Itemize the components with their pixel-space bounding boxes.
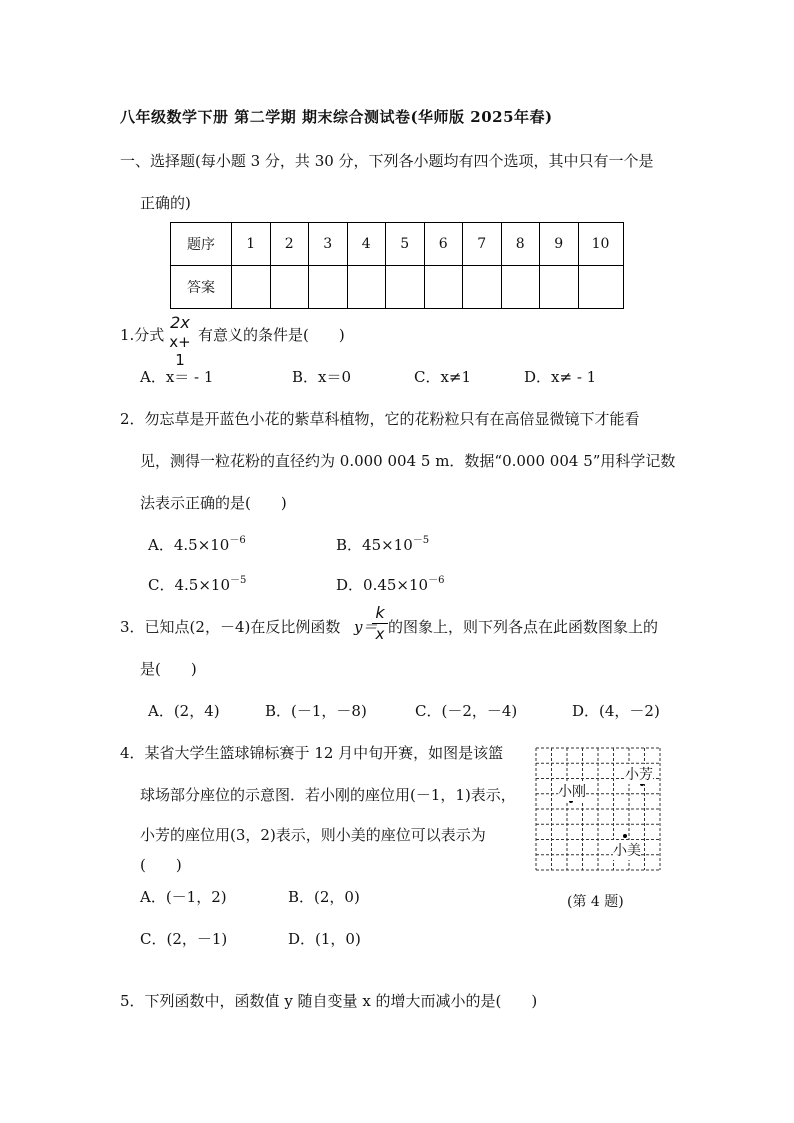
q2-line1: 2．勿忘草是开蓝色小花的紫草科植物，它的花粉粒只有在高倍显微镜下才能看 [120,410,640,428]
answer-cell[interactable] [309,266,348,309]
q4-line1: 4．某省大学生篮球锦标赛于 12 月中旬开赛，如图是该篮 [120,744,504,762]
q4-option-d[interactable]: D．(1，0) [288,930,361,948]
q2-option-a-exponent: －6 [229,535,246,546]
answer-cell[interactable] [578,266,623,309]
answer-cell[interactable] [270,266,309,309]
xiaofang-label: 小芳 [625,764,653,784]
q2-option-b-base: B．45×10 [336,536,413,554]
xiaomei-label: 小美 [613,840,641,860]
q4-line3: 小芳的座位用(3，2)表示，则小美的座位可以表示为 [140,826,486,844]
q2-line2: 见，测得一粒花粉的直径约为 0.000 004 5 m．数据“0.000 004 5”用科学记数 [140,452,676,470]
q3-fraction-numerator: k [375,603,385,622]
table-cell-number: 2 [270,223,309,266]
q4-option-c[interactable]: C．(2，－1) [140,930,228,948]
answer-cell[interactable] [347,266,386,309]
table-cell-number: 7 [463,223,502,266]
q3-fraction-denominator: x [375,625,385,643]
q3-line2: 是( ) [140,660,197,678]
q3-option-b[interactable]: B．(－1，－8) [265,702,367,720]
q1-fraction [163,314,197,369]
answer-cell[interactable] [540,266,579,309]
q4-option-a[interactable]: A．(－1，2) [140,888,227,906]
figure-caption: (第 4 题) [567,894,624,910]
answer-cell[interactable] [386,266,425,309]
q2-line3: 法表示正确的是( ) [140,494,287,512]
table-row-label: 答案 [171,266,232,309]
table-row-label: 题序 [171,223,232,266]
q1-option-c[interactable]: C．x≠1 [414,368,472,386]
q5-line1: 5．下列函数中，函数值 y 随自变量 x 的增大而减小的是( ) [120,992,538,1010]
answer-table-header-row [171,223,624,266]
table-cell-number: 1 [232,223,271,266]
q1-option-b[interactable]: B．x＝0 [292,368,352,386]
q3-option-c[interactable]: C．(－2，－4) [415,702,518,720]
q1-fraction-numerator: 2x [170,313,190,332]
q3-option-a[interactable]: A．(2，4) [148,702,220,720]
q2-option-b[interactable] [336,534,429,555]
answer-cell[interactable] [463,266,502,309]
section-heading-line2: 正确的) [140,194,191,212]
q2-option-d[interactable] [336,574,444,595]
table-cell-number: 4 [347,223,386,266]
q3-suffix: 的图象上，则下列各点在此函数图象上的 [388,618,659,636]
q1-option-d[interactable]: D．x≠ - 1 [524,368,597,386]
answer-cell[interactable] [501,266,540,309]
q1-prefix: 1.分式 [120,326,165,344]
q2-option-a[interactable] [148,534,246,555]
table-cell-number: 10 [578,223,623,266]
q2-option-a-base: A．4.5×10 [148,536,230,554]
q1-option-a[interactable]: A．x＝ - 1 [140,368,214,386]
q1-suffix: 有意义的条件是( ) [198,326,345,344]
section-heading-line1: 一、选择题(每小题 3 分，共 30 分，下列各小题均有四个选项，其中只有一个是 [120,152,654,170]
answer-table [170,222,624,309]
q4-line2: 球场部分座位的示意图．若小刚的座位用(－1，1)表示， [140,786,516,804]
page-title: 八年级数学下册 第二学期 期末综合测试卷(华师版 2025年春) [120,108,553,126]
q1-fraction-denominator: x+ 1 [169,333,191,369]
answer-table-answer-row [171,266,624,309]
xiaogang-label: 小刚 [558,781,586,801]
q2-option-c-base: C．4.5×10 [148,576,230,594]
q4-line4: ( ) [140,856,182,874]
table-cell-number: 9 [540,223,579,266]
xiaomei-seat-dot [623,834,627,838]
q2-option-b-exponent: －5 [412,535,430,546]
table-cell-number: 3 [309,223,348,266]
answer-cell[interactable] [232,266,271,309]
table-cell-number: 8 [501,223,540,266]
q2-option-c[interactable] [148,574,246,595]
table-cell-number: 5 [386,223,425,266]
q3-function-lhs: y＝ [354,618,378,636]
q2-option-c-exponent: －5 [230,575,247,586]
answer-cell[interactable] [424,266,463,309]
q3-option-d[interactable]: D．(4，－2) [572,702,660,720]
q3-fraction [372,604,388,643]
q2-option-d-base: D．0.45×10 [336,576,429,594]
q2-option-d-exponent: －6 [428,575,445,586]
table-cell-number: 6 [424,223,463,266]
q3-prefix: 3．已知点(2，－4)在反比例函数 [120,618,341,636]
q4-option-b[interactable]: B．(2，0) [288,888,360,906]
